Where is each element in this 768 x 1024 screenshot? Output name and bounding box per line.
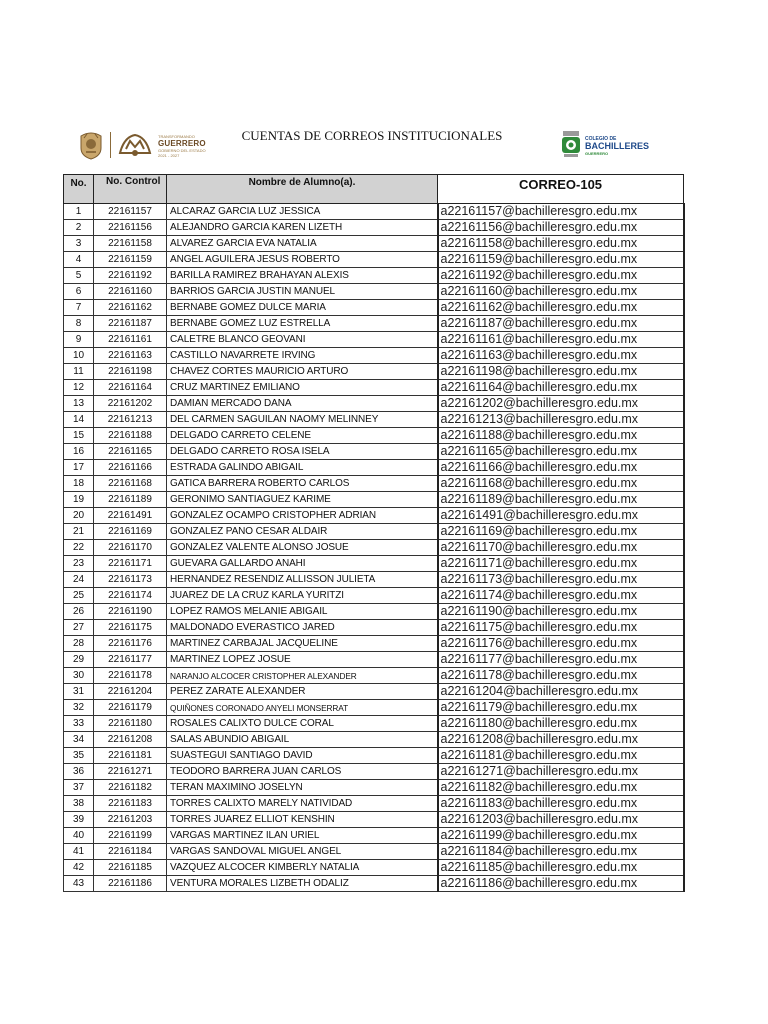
control-number: 22161182: [94, 780, 167, 796]
student-name: TORRES JUAREZ ELLIOT KENSHIN: [167, 812, 438, 828]
student-name: GATICA BARRERA ROBERTO CARLOS: [167, 476, 438, 492]
control-number: 22161171: [94, 556, 167, 572]
cobach-state: GUERRERO: [585, 151, 609, 156]
student-email: a22161158@bachilleresgro.edu.mx: [438, 236, 684, 252]
control-number: 22161491: [94, 508, 167, 524]
control-number: 22161166: [94, 460, 167, 476]
row-number: 2: [64, 220, 94, 236]
student-email: a22161184@bachilleresgro.edu.mx: [438, 844, 684, 860]
row-number: 20: [64, 508, 94, 524]
table-row: [64, 460, 684, 476]
row-number: 15: [64, 428, 94, 444]
student-email: a22161170@bachilleresgro.edu.mx: [438, 540, 684, 556]
student-name: LOPEZ RAMOS MELANIE ABIGAIL: [167, 604, 438, 620]
control-number: 22161203: [94, 812, 167, 828]
row-number: 37: [64, 780, 94, 796]
row-number: 23: [64, 556, 94, 572]
table-row: [64, 236, 684, 252]
control-number: 22161181: [94, 748, 167, 764]
student-email: a22161169@bachilleresgro.edu.mx: [438, 524, 684, 540]
row-number: 17: [64, 460, 94, 476]
table-row: [64, 268, 684, 284]
control-number: 22161159: [94, 252, 167, 268]
table-body: [64, 204, 684, 892]
student-name: BARRIOS GARCIA JUSTIN MANUEL: [167, 284, 438, 300]
student-name: MALDONADO EVERASTICO JARED: [167, 620, 438, 636]
student-email: a22161271@bachilleresgro.edu.mx: [438, 764, 684, 780]
row-number: 34: [64, 732, 94, 748]
control-number: 22161176: [94, 636, 167, 652]
student-name: GONZALEZ PANO CESAR ALDAIR: [167, 524, 438, 540]
student-name: DELGADO CARRETO CELENE: [167, 428, 438, 444]
row-number: 32: [64, 700, 94, 716]
student-email: a22161198@bachilleresgro.edu.mx: [438, 364, 684, 380]
control-number: 22161186: [94, 876, 167, 892]
row-number: 31: [64, 684, 94, 700]
control-number: 22161175: [94, 620, 167, 636]
row-number: 19: [64, 492, 94, 508]
student-name: MARTINEZ LOPEZ JOSUE: [167, 652, 438, 668]
student-name: VARGAS MARTINEZ ILAN URIEL: [167, 828, 438, 844]
table-row: [64, 524, 684, 540]
table-row: [64, 780, 684, 796]
student-email: a22161156@bachilleresgro.edu.mx: [438, 220, 684, 236]
row-number: 5: [64, 268, 94, 284]
control-number: 22161190: [94, 604, 167, 620]
email-accounts-table: [63, 174, 685, 892]
table-row: [64, 364, 684, 380]
control-number: 22161169: [94, 524, 167, 540]
student-email: a22161164@bachilleresgro.edu.mx: [438, 380, 684, 396]
student-email: a22161171@bachilleresgro.edu.mx: [438, 556, 684, 572]
student-email: a22161208@bachilleresgro.edu.mx: [438, 732, 684, 748]
student-name: GUEVARA GALLARDO ANAHI: [167, 556, 438, 572]
student-email: a22161213@bachilleresgro.edu.mx: [438, 412, 684, 428]
cobach-name: BACHILLERES: [585, 141, 650, 151]
row-number: 29: [64, 652, 94, 668]
student-email: a22161188@bachilleresgro.edu.mx: [438, 428, 684, 444]
student-email: a22161202@bachilleresgro.edu.mx: [438, 396, 684, 412]
student-email: a22161162@bachilleresgro.edu.mx: [438, 300, 684, 316]
student-email: a22161163@bachilleresgro.edu.mx: [438, 348, 684, 364]
row-number: 14: [64, 412, 94, 428]
page-title: CUENTAS DE CORREOS INSTITUCIONALES: [241, 128, 503, 143]
student-name: BARILLA RAMIREZ BRAHAYAN ALEXIS: [167, 268, 438, 284]
student-name: HERNANDEZ RESENDIZ ALLISSON JULIETA: [167, 572, 438, 588]
table-row: [64, 220, 684, 236]
control-number: 22161184: [94, 844, 167, 860]
table-row: [64, 588, 684, 604]
student-email: a22161161@bachilleresgro.edu.mx: [438, 332, 684, 348]
row-number: 26: [64, 604, 94, 620]
table-row: [64, 284, 684, 300]
student-email: a22161168@bachilleresgro.edu.mx: [438, 476, 684, 492]
table-row: [64, 556, 684, 572]
table-row: [64, 652, 684, 668]
student-name: BERNABE GOMEZ DULCE MARIA: [167, 300, 438, 316]
row-number: 43: [64, 876, 94, 892]
row-number: 22: [64, 540, 94, 556]
table-row: [64, 684, 684, 700]
student-email: a22161175@bachilleresgro.edu.mx: [438, 620, 684, 636]
control-number: 22161208: [94, 732, 167, 748]
logo-divider: [110, 132, 111, 158]
row-number: 33: [64, 716, 94, 732]
table-row: [64, 492, 684, 508]
student-email: a22161183@bachilleresgro.edu.mx: [438, 796, 684, 812]
table-row: [64, 828, 684, 844]
control-number: 22161157: [94, 204, 167, 220]
student-name: TERAN MAXIMINO JOSELYN: [167, 780, 438, 796]
cobach-logo: [560, 127, 660, 161]
control-number: 22161179: [94, 700, 167, 716]
student-name: TEODORO BARRERA JUAN CARLOS: [167, 764, 438, 780]
student-email: a22161181@bachilleresgro.edu.mx: [438, 748, 684, 764]
student-name: ALCARAZ GARCIA LUZ JESSICA: [167, 204, 438, 220]
row-number: 27: [64, 620, 94, 636]
student-name: NARANJO ALCOCER CRISTOPHER ALEXANDER: [167, 668, 438, 684]
table-row: [64, 540, 684, 556]
student-name: QUIÑONES CORONADO ANYELI MONSERRAT: [167, 700, 438, 716]
gov-subtitle: GOBIERNO DEL ESTADO: [158, 148, 206, 153]
row-number: 6: [64, 284, 94, 300]
control-number: 22161198: [94, 364, 167, 380]
student-email: a22161157@bachilleresgro.edu.mx: [438, 204, 684, 220]
table-row: [64, 332, 684, 348]
table-row: [64, 700, 684, 716]
control-number: 22161204: [94, 684, 167, 700]
table-row: [64, 380, 684, 396]
control-number: 22161160: [94, 284, 167, 300]
row-number: 18: [64, 476, 94, 492]
row-number: 40: [64, 828, 94, 844]
student-name: SALAS ABUNDIO ABIGAIL: [167, 732, 438, 748]
row-number: 30: [64, 668, 94, 684]
student-name: GONZALEZ VALENTE ALONSO JOSUE: [167, 540, 438, 556]
row-number: 4: [64, 252, 94, 268]
cobach-prefix: COLEGIO DE: [585, 136, 617, 142]
control-number: 22161168: [94, 476, 167, 492]
student-email: a22161185@bachilleresgro.edu.mx: [438, 860, 684, 876]
cobach-emblem-icon: [560, 129, 582, 159]
table-row: [64, 716, 684, 732]
student-email: a22161159@bachilleresgro.edu.mx: [438, 252, 684, 268]
row-number: 42: [64, 860, 94, 876]
column-header-email: CORREO-105: [438, 175, 684, 204]
student-email: a22161204@bachilleresgro.edu.mx: [438, 684, 684, 700]
document-header: [0, 0, 768, 175]
row-number: 35: [64, 748, 94, 764]
student-name: GERONIMO SANTIAGUEZ KARIME: [167, 492, 438, 508]
guerrero-government-logo: [78, 128, 208, 164]
student-name: ALVAREZ GARCIA EVA NATALIA: [167, 236, 438, 252]
student-email: a22161182@bachilleresgro.edu.mx: [438, 780, 684, 796]
table-row: [64, 348, 684, 364]
table-row: [64, 748, 684, 764]
gov-name: GUERRERO: [158, 139, 206, 148]
control-number: 22161163: [94, 348, 167, 364]
student-name: CALETRE BLANCO GEOVANI: [167, 332, 438, 348]
table-row: [64, 604, 684, 620]
student-name: DEL CARMEN SAGUILAN NAOMY MELINNEY: [167, 412, 438, 428]
student-email: a22161186@bachilleresgro.edu.mx: [438, 876, 684, 892]
control-number: 22161178: [94, 668, 167, 684]
table-row: [64, 204, 684, 220]
student-name: GONZALEZ OCAMPO CRISTOPHER ADRIAN: [167, 508, 438, 524]
column-header-no: No.: [64, 175, 94, 204]
student-name: TORRES CALIXTO MARELY NATIVIDAD: [167, 796, 438, 812]
student-email: a22161177@bachilleresgro.edu.mx: [438, 652, 684, 668]
student-name: DELGADO CARRETO ROSA ISELA: [167, 444, 438, 460]
student-email: a22161203@bachilleresgro.edu.mx: [438, 812, 684, 828]
student-name: VENTURA MORALES LIZBETH ODALIZ: [167, 876, 438, 892]
student-email: a22161189@bachilleresgro.edu.mx: [438, 492, 684, 508]
row-number: 1: [64, 204, 94, 220]
student-name: SUASTEGUI SANTIAGO DAVID: [167, 748, 438, 764]
control-number: 22161183: [94, 796, 167, 812]
row-number: 16: [64, 444, 94, 460]
gov-period: 2021 - 2027: [158, 153, 180, 158]
table-row: [64, 572, 684, 588]
row-number: 9: [64, 332, 94, 348]
row-number: 38: [64, 796, 94, 812]
student-name: ROSALES CALIXTO DULCE CORAL: [167, 716, 438, 732]
student-name: JUAREZ DE LA CRUZ KARLA YURITZI: [167, 588, 438, 604]
table-row: [64, 252, 684, 268]
table-header-row: [64, 175, 684, 204]
student-email: a22161176@bachilleresgro.edu.mx: [438, 636, 684, 652]
student-email: a22161179@bachilleresgro.edu.mx: [438, 700, 684, 716]
row-number: 28: [64, 636, 94, 652]
student-email: a22161491@bachilleresgro.edu.mx: [438, 508, 684, 524]
student-name: CHAVEZ CORTES MAURICIO ARTURO: [167, 364, 438, 380]
student-email: a22161165@bachilleresgro.edu.mx: [438, 444, 684, 460]
control-number: 22161185: [94, 860, 167, 876]
table-row: [64, 764, 684, 780]
student-name: CRUZ MARTINEZ EMILIANO: [167, 380, 438, 396]
row-number: 7: [64, 300, 94, 316]
column-header-name: Nombre de Alumno(a).: [167, 175, 438, 204]
control-number: 22161173: [94, 572, 167, 588]
student-email: a22161190@bachilleresgro.edu.mx: [438, 604, 684, 620]
control-number: 22161180: [94, 716, 167, 732]
row-number: 10: [64, 348, 94, 364]
control-number: 22161188: [94, 428, 167, 444]
student-name: MARTINEZ CARBAJAL JACQUELINE: [167, 636, 438, 652]
student-name: VAZQUEZ ALCOCER KIMBERLY NATALIA: [167, 860, 438, 876]
table-row: [64, 876, 684, 892]
student-email: a22161187@bachilleresgro.edu.mx: [438, 316, 684, 332]
control-number: 22161199: [94, 828, 167, 844]
state-crest-icon: [78, 130, 104, 160]
student-name: PEREZ ZARATE ALEXANDER: [167, 684, 438, 700]
table-row: [64, 620, 684, 636]
row-number: 39: [64, 812, 94, 828]
table-row: [64, 668, 684, 684]
row-number: 21: [64, 524, 94, 540]
student-email: a22161178@bachilleresgro.edu.mx: [438, 668, 684, 684]
row-number: 11: [64, 364, 94, 380]
table-row: [64, 732, 684, 748]
control-number: 22161165: [94, 444, 167, 460]
student-email: a22161173@bachilleresgro.edu.mx: [438, 572, 684, 588]
control-number: 22161202: [94, 396, 167, 412]
control-number: 22161170: [94, 540, 167, 556]
student-email: a22161174@bachilleresgro.edu.mx: [438, 588, 684, 604]
control-number: 22161174: [94, 588, 167, 604]
gov-tagline: TRANSFORMANDO: [158, 134, 195, 139]
control-number: 22161161: [94, 332, 167, 348]
table-row: [64, 844, 684, 860]
student-name: BERNABE GOMEZ LUZ ESTRELLA: [167, 316, 438, 332]
table-row: [64, 636, 684, 652]
row-number: 24: [64, 572, 94, 588]
table-row: [64, 812, 684, 828]
table-row: [64, 476, 684, 492]
table-row: [64, 444, 684, 460]
control-number: 22161158: [94, 236, 167, 252]
student-name: DAMIAN MERCADO DANA: [167, 396, 438, 412]
student-email: a22161199@bachilleresgro.edu.mx: [438, 828, 684, 844]
student-name: VARGAS SANDOVAL MIGUEL ANGEL: [167, 844, 438, 860]
row-number: 41: [64, 844, 94, 860]
student-email: a22161160@bachilleresgro.edu.mx: [438, 284, 684, 300]
table-row: [64, 860, 684, 876]
row-number: 25: [64, 588, 94, 604]
table-row: [64, 796, 684, 812]
table-row: [64, 428, 684, 444]
row-number: 12: [64, 380, 94, 396]
student-email: a22161166@bachilleresgro.edu.mx: [438, 460, 684, 476]
jaguar-emblem-icon: [116, 131, 154, 159]
control-number: 22161177: [94, 652, 167, 668]
control-number: 22161192: [94, 268, 167, 284]
control-number: 22161162: [94, 300, 167, 316]
row-number: 36: [64, 764, 94, 780]
table-row: [64, 300, 684, 316]
table-row: [64, 508, 684, 524]
row-number: 3: [64, 236, 94, 252]
control-number: 22161271: [94, 764, 167, 780]
table-row: [64, 316, 684, 332]
student-name: ESTRADA GALINDO ABIGAIL: [167, 460, 438, 476]
student-name: ALEJANDRO GARCIA KAREN LIZETH: [167, 220, 438, 236]
row-number: 8: [64, 316, 94, 332]
student-name: CASTILLO NAVARRETE IRVING: [167, 348, 438, 364]
table-row: [64, 412, 684, 428]
student-name: ANGEL AGUILERA JESUS ROBERTO: [167, 252, 438, 268]
control-number: 22161156: [94, 220, 167, 236]
control-number: 22161189: [94, 492, 167, 508]
table-row: [64, 396, 684, 412]
row-number: 13: [64, 396, 94, 412]
control-number: 22161164: [94, 380, 167, 396]
control-number: 22161213: [94, 412, 167, 428]
student-email: a22161180@bachilleresgro.edu.mx: [438, 716, 684, 732]
control-number: 22161187: [94, 316, 167, 332]
column-header-control: No. Control: [94, 175, 167, 204]
student-email: a22161192@bachilleresgro.edu.mx: [438, 268, 684, 284]
